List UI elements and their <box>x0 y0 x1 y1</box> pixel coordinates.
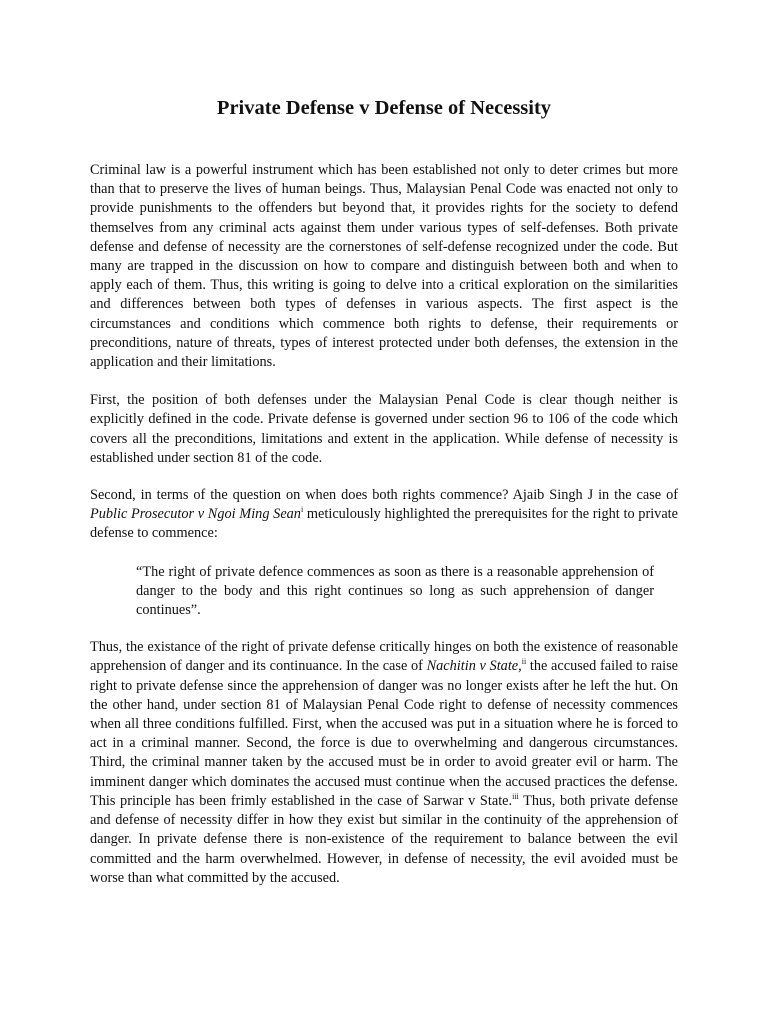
case-citation: Public Prosecutor v Ngoi Ming Sean <box>90 506 301 523</box>
paragraph-analysis <box>90 638 678 888</box>
paragraph-text: Thus, both private defense and defense of necessity differ in how they exist but similar in the continuity of the apprehension of danger. In private defense there is non-existence of the requirement to balance between the evil committed and the harm overwhelmed. However, in defense of necessity, the evil avoided must be worse than what committed by the accused. <box>90 792 678 886</box>
block-quote: “The right of private defence commences as soon as there is a reasonable apprehension of danger to the body and this right continues so long as such apprehension of danger continues”. <box>136 563 654 619</box>
paragraph-text: Second, in terms of the question on when does both rights commence? Ajaib Singh J in the case of <box>90 487 678 504</box>
paragraph-text: meticulously highlighted the prerequisites for the right to private defense to commence: <box>90 506 678 542</box>
footnote-marker: i <box>300 505 304 515</box>
paragraph-text: the accused failed to raise right to private defense since the apprehension of danger was no longer exists after he left the hut. On the other hand, under section 81 of Malaysian Penal Code right to defense of necessity commences when all three conditions fulfilled. First, when the accused was put in a situation where he is forced to act in a criminal manner. Second, the force is due to overwhelming and dangerous circumstances. Third, the criminal manner taken by the accused must be in order to avoid greater evil or harm. The imminent danger which dominates the accused must continue when the accused practices the defense. This principle has been frimly established in the case of Sarwar v State. <box>90 658 678 809</box>
document-page <box>90 0 678 888</box>
paragraph-introduction: Criminal law is a powerful instrument which has been established not only to deter crimes but more than that to preserve the lives of human beings. Thus, Malaysian Penal Code was enacted not only to provide punishments to the offenders but beyond that, it provides rights for the society to defend themselves from any criminal acts against them under various types of self-defenses. Both private defense and defense of necessity are the cornerstones of self-defense recognized under the code. But many are trapped in the discussion on how to compare and distinguish between both and when to apply each of them. Thus, this writing is going to delve into a critical exploration on the similarities and differences between both types of defenses in various aspects. The first aspect is the circumstances and conditions which commence both rights to defense, their requirements or preconditions, nature of threats, types of interest protected under both defenses, the extension in the application and their limitations. <box>90 162 678 371</box>
document-title: Private Defense v Defense of Necessity <box>216 97 552 119</box>
paragraph-commencement <box>90 486 678 544</box>
footnote-marker: ii <box>521 657 527 667</box>
case-citation: Nachitin v State, <box>426 658 522 675</box>
footnote-marker: iii <box>512 792 519 802</box>
paragraph-text: Thus, the existance of the right of private defense critically hinges on both the existence of reasonable apprehension of danger and its continuance. In the case of <box>90 639 678 675</box>
paragraph-position: First, the position of both defenses under the Malaysian Penal Code is clear though neither is explicitly defined in the code. Private defense is governed under section 96 to 106 of the code which covers all the preconditions, limitations and extent in the application. While defense of necessity is established under section 81 of the code. <box>90 392 678 466</box>
